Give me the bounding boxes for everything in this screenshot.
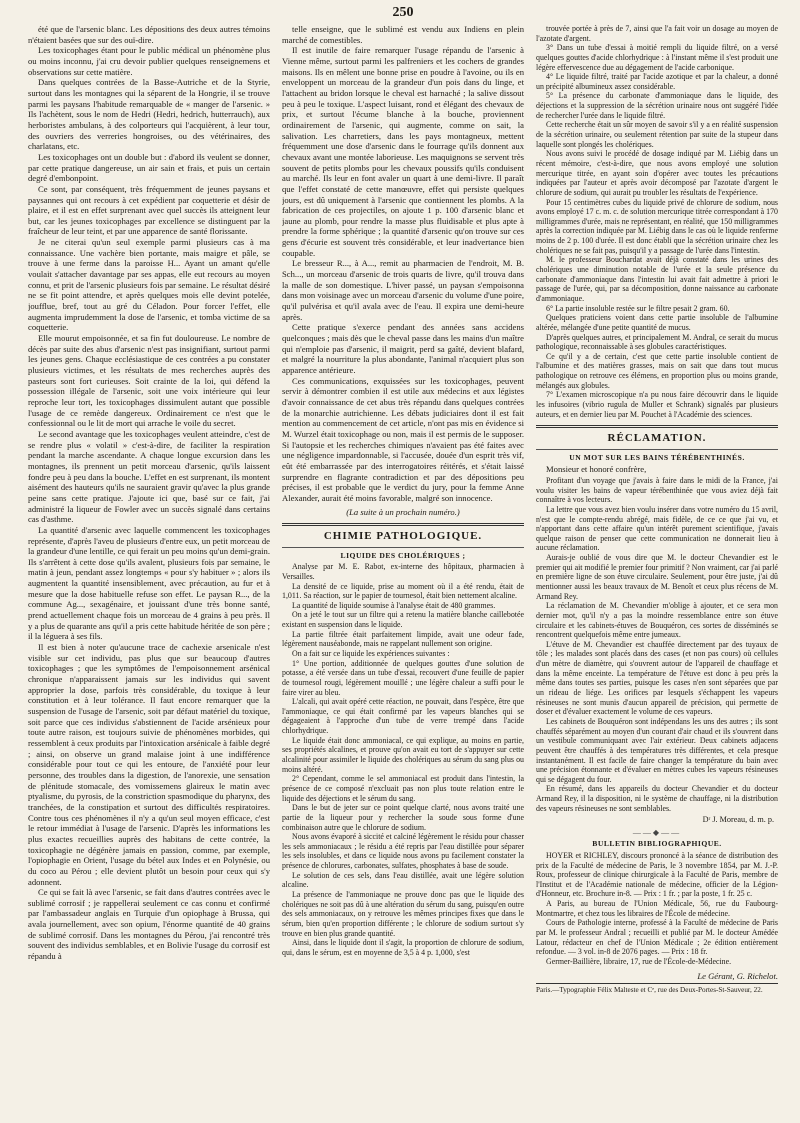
paragraph: Les cabinets de Bouquéron sont indépendans les uns des autres ; ils sont chauffés séparément au moyen d'un courant d'air chaud et ils s'ouvrent dans un vestibule communiquant avec l'air extérieur. Deux cabinets adjacens peuvent être chauffés à des températures très différentes, et cela presque instantanément. Il est facile de faire changer la température du bain avec une précision étonnante et d'évaluer en mètres cubes les vapeurs résineuses qui se dégagent du four. [536, 716, 778, 784]
paragraph: La présence de l'ammoniaque ne prouve donc pas que le liquide des cholériques ne soit pas dû à une altération du sérum du sang, puisqu'en outre des sels ammoniacaux, on y retrouve les mêmes principes fixes que dans le sérum, bien qu'en proportion différente ; le chlorure de sodium surtout s'y trouve en bien plus grande quantité. [282, 890, 524, 938]
paragraph: Le liquide était donc ammoniacal, ce qui explique, au moins en partie, ses propriétés alcalines, et prouve qu'on avait eu tort de s'appuyer sur cette alcalinité pour assimiler le liquide des cholériques au sérum du sang plus ou moins altéré. [282, 735, 524, 774]
paragraph: telle enseigne, que le sublimé est vendu aux Indiens en plein marché de comestibles. [282, 24, 524, 45]
paragraph: Cette recherche était un sûr moyen de savoir s'il y a en réalité suspension de la sécrétion urinaire, ou seulement rétention par suite de la stupeur dans laquelle sont plongés les cholériques. [536, 120, 778, 149]
paragraph: Il est inutile de faire remarquer l'usage répandu de l'arsenic à Vienne même, surtout parmi les palfreniers et les cochers de grandes maisons. Ils en mêlent une bonne prise en poudre à l'avoine, ou ils en enveloppent un morceau de la grandeur d'un pois dans du linge, et l'attachent au bridon lorsque le cheval est harnaché ; la salive dissout peu à peu le toxique. L'aspect luisant, rond et élégant des chevaux de prix, et surtout l'écume blanche à la bouche, proviennent ordinairement de l'arsenic, qui augmente, comme on sait, la salivation. Les charretiers, dans les pays montagneux, mettent fréquemment une dose d'arsenic dans le fourrage qu'ils donnent aux chevaux avant une montée laborieuse. Les maquignons se servent très souvent de petits plombs pour les chevaux poussifs qu'ils conduisent au marché. Ils leur en font avaler un quart à une demi-livre. Il paraît que l'effet constaté de cette manœuvre, effet qui persiste quelques jours, est dû uniquement à l'arsenic que contiennent les plombs. A la fabrication de ces projectiles, on ajoute 1 p. 100 d'arsenic blanc et jaune au plomb, pour rendre la masse plus fluidisable et plus apte à prendre la forme sphérique ; la quantité d'arsenic qu'on trouve sur ces gens d'écurie est souvent très considérable, et leur inadvertance bien coupable. [282, 45, 524, 258]
paragraph: 4° Le liquide filtré, traité par l'acide azotique et par la chaleur, a donné un précipité albumineux assez considérable. [536, 72, 778, 91]
paragraph: Il est bien à noter qu'aucune trace de cachexie arsenicale n'est visible sur cet individu, pas plus que sur beaucoup d'autres toxicophages ; que les symptômes de l'empoisonnement arsénical chronique n'apparaissent jamais sur les individus qui savent approprier la dose, parfois très considérable, du toxique à leur constitution et à leur tolérance. Il faut encore remarquer que la suspension de l'usage de l'arsenic, soit par défaut matériel du toxique, soit parce que ces individus s'abstiennent de l'acide arsénieux pour toute autre raison, est toujours suivie de phénomènes morbides, qui ressemblent à ceux produits par l'intoxication arsénicale à faible degré ; ainsi, on observe un grand malaise joint à une indifférence considérable pour tout ce qui les entoure, de l'anxiété pour leur personne, des troubles dans la digestion, de l'anorexie, une sensation de plénitude stomacale, des vomissemens glaireux le matin avec ptyalisme, du pyrosis, de la constriction spasmodique du pharynx, des tranchées, de la constipation et surtout des difficultés respiratoires. Contre tous ces phénomènes il n'y a qu'un seul moyen efficace, c'est le retour immédiat à l'usage de l'arsenic. D'après les informations les plus exactes recueillies auprès des habitans de cette contrée, la toxicophagie ne dégénère jamais en passion, comme, par exemple, l'opiophagie en Orient, l'usage du bétel aux Indes et en Polynésie, ou du coco au Pérou ; elle devient plutôt un besoin pour ceux qui s'y adonnent. [28, 642, 270, 887]
paragraph: D'après quelques autres, et principalement M. Andral, ce serait du mucus pathologique, reconnaissable à ses globules caractéristiques. [536, 332, 778, 352]
divider [536, 449, 778, 450]
paragraph: La réclamation de M. Chevandier m'oblige à ajouter, et ce sera mon dernier mot, qu'il n'y a pas la moindre ressemblance entre son étuve circulaire et les cabinets-étuves de Bouquéron, ces sortes de disséminés se rencontrent quelquefois même entre jumeaux. [536, 601, 778, 640]
paragraph: Nous avons évaporé à siccité et calciné légèrement le résidu pour chasser les sels ammoniacaux ; le résidu a été repris par l'eau distillée pour séparer les sels insolubles, et dans ce liquide nous avons pu facilement constater la présence de chlorures, carbonates, sulfates, phosphates à base de soude. [282, 832, 524, 871]
paragraph: 3° Dans un tube d'essai à moitié rempli du liquide filtré, on a versé quelques gouttes d'acide chlorhydrique : à l'instant même il s'est produit une légère effervescence due au dégagement de l'acide carbonique. [536, 43, 778, 72]
paragraph: Ces communications, exquissées sur les toxicophages, peuvent servir à démontrer combien il est utile aux médecins et aux légistes d'avoir connaissance de cet abus très répandu dans quelques contrées de la monarchie autrichienne. Les débats judiciaires dont il est fait mention au commencement de cet article, n'ont pas mis en évidence si M. Wurzel était toxicophage ou non, mais il est permis de le supposer. Si l'autopsie et les recherches chimiques n'avaient pas été faites avec une négligence impardonnable, si l'accusée, douée d'un esprit très vif, eût été embarrassée par des interrogatoires réitérés, et s'était laissé surprendre en flagrante contradiction et par des dépositions peu précises, il est probable que le verdict du jury, pour la femme Anne Alexander, aurait été moins favorable, malgré son innocence. [282, 375, 524, 503]
subsection-title: UN MOT SUR LES BAINS TÉRÉBENTHINÉS. [569, 452, 745, 462]
paragraph: L'alcali, qui avait opéré cette réaction, ne pouvait, dans l'espèce, être que l'ammoniaque, ce qui était confirmé par les vapeurs blanches qui se dégageaient à l'approche d'un tube de verre trempé dans l'acide chlorhydrique. [282, 697, 524, 736]
paragraph: On a jeté le tout sur un filtre qui a retenu la matière blanche caillebotée existant en suspension dans le liquide. [282, 610, 524, 630]
paragraph: M. le professeur Bouchardat avait déjà constaté dans les urines des cholériques une diminution notable de l'urée et la seule présence du carbonate d'ammoniaque dans l'intestin lui avait fait admettre à priori le passage de l'urée, qui, par sa décomposition, donne naissance au carbonate d'ammoniaque. [536, 255, 778, 303]
paragraph: Dans quelques contrées de la Basse-Autriche et de la Styrie, surtout dans les montagnes qui la séparent de la Hongrie, il se trouve parmi les paysans l'habitude remarquable de « manger de l'arsenic. » Ils l'achètent, sous le nom de Hedri (Hedri, hedrich, hutterrauch), aux herboristes ambulans, à des colporteurs qui l'acquièrent, à leur tour, des ouvriers des verreries hongroises, ou des vétérinaires, des charlatans, etc. [28, 77, 270, 152]
printer-line: Paris.—Typographie Félix Malteste et Cᵉ, rue des Deux-Portes-St-Sauveur, 22. [536, 983, 778, 995]
column-left [28, 24, 270, 1104]
paragraph: La densité de ce liquide, prise au moment où il a été rendu, était de 1,011. Sa réaction, sur le papier de tournesol, était bien nettement alcaline. [282, 581, 524, 601]
paragraph: La partie filtrée était parfaitement limpide, avait une odeur fade, légèrement nauséabonde, mais ne rappelant nullement son origine. [282, 629, 524, 649]
paragraph: Ainsi, dans le liquide dont il s'agit, la proportion de chlorure de sodium, qui, dans le sérum, est en moyenne de 3,5 à 4 p. 1,000, s'est [282, 938, 524, 957]
paragraph: Ce sont, par conséquent, très fréquemment de jeunes paysans et paysannes qui ont recours à cet expédient par coquetterie et désir de plaire, et il est en effet surprenant avec quel succès ils atteignent leur but, car les jeunes toxicophages par excellence se distinguent par la fraîcheur de leur teint, et par une apparence de santé florissante. [28, 183, 270, 237]
paragraph: HOYER et RICHLEY, discours prononcé à la séance de distribution des prix de la Faculté de médecine de Paris, le 3 novembre 1854, par M. J.-P. Roux, professeur de clinique chirurgicale à la Faculté de Paris, membre de l'Institut et de l'Académie nationale de médecine, officier de la Légion-d'Honneur, etc. Brochure in-8. — Prix : 1 fr. ; par la poste, 1 fr. 25 c. [536, 850, 778, 899]
paragraph: Germer-Baillière, libraire, 17, rue de l'École-de-Médecine. [546, 956, 732, 966]
paragraph: Cours de Pathologie interne, professé à la Faculté de médecine de Paris par M. le professeur Andral ; recueilli et publié par M. le docteur Amédée Latour, rédacteur en chef de l'Union Médicale ; 2e édition entièrement refondue. — 3 vol. in-8 de 2076 pages. — Prix : 18 fr. [536, 918, 778, 957]
ornament-divider: ——◆—— [632, 827, 682, 837]
paragraph: A Paris, au bureau de l'Union Médicale, 56, rue du Faubourg-Montmartre, et chez tous les libraires de l'École de médecine. [536, 899, 778, 918]
text-columns [28, 24, 778, 1104]
paragraph: Les toxicophages étant pour le public médical un phénomène plus ou moins inconnu, j'ai cru devoir publier quelques renseignemens et observations sur cette matière. [28, 45, 270, 77]
continuation-note: (La suite à un prochain numéro.) [346, 506, 460, 517]
subsection-title: LIQUIDE DES CHOLÉRIQUES ; [340, 550, 466, 560]
paragraph: La quantité d'arsenic avec laquelle commencent les toxicophages représente, d'après l'aveu de plusieurs d'entre eux, un petit morceau de la grandeur d'une lentille, ce qui ferait un peu moins qu'un demi-grain. Ils s'arrêtent à cette dose qu'ils avalent, plusieurs fois par semaine, le matin à jeun, pendant assez longtemps « pour s'y habituer » ; alors ils augmentent la quantité insensiblement, avec précaution, au fur et à mesure que la dose habituelle refuse son effet. Le paysan R..., de la commune Ag..., sexagénaire, et jouissant d'une très bonne santé, prend actuellement chaque fois un morceau de 4 grains à peu près. Il y a plus de quarante ans qu'il a pris cette habitude héritée de son père ; il la léguera à ses fils. [28, 524, 270, 642]
paragraph: Nous avons suivi le procédé de dosage indiqué par M. Liébig dans un récent mémoire, c'est-à-dire, que nous avons employé une solution mercurique titrée, en ayant soin d'opérer avec toutes les précautions indiquées par l'auteur et après avoir décomposé par l'azotate d'argent le chlorure de sodium, qui aurait pu troubler les résultats de l'expérience. [536, 149, 778, 197]
section-title-reclamation: RÉCLAMATION. [607, 432, 707, 445]
paragraph: Le bresseur R..., à A..., remit au pharmacien de l'endroit, M. B. Sch..., un morceau d'arsenic de trois quarts de livre, qu'il trouva dans la malle de son domestique. L'hiver passé, un paysan s'empoisonna dans mon voisinage avec un morceau d'arsenic du volume d'une poire, qu'il pulvérisa et qu'il avala avec de l'eau. Il expira une demi-heure après. [282, 258, 524, 322]
paragraph: Le solution de ces sels, dans l'eau distillée, avait une légère solution alcaline. [282, 870, 524, 890]
paragraph: Analyse par M. E. Rabot, ex-interne des hôpitaux, pharmacien à Versailles. [282, 562, 524, 581]
paragraph: Je ne citerai qu'un seul exemple parmi plusieurs cas à ma connaissance. Une vachère bien portante, mais maigre et pâle, se trouve à une ferme dans la paroisse H... Ayant un amant qu'elle voulait s'attacher davantage par ses appas, elle eut recours au moyen connu, et prit de l'arsenic plusieurs fois par semaine. Le résultat désiré ne se fit point attendre, et après quelques mois elle devint potelée, joufflue, bref, tout au gré du Céladon. Pour forcer l'effet, elle augmenta imprudemment la dose de l'arsenic, et tomba victime de sa coquetterie. [28, 237, 270, 333]
paragraph: trouvée portée à près de 7, ainsi que l'a fait voir un dosage au moyen de l'azotate d'argent. [536, 24, 778, 43]
paragraph: Quelques praticiens voient dans cette partie insoluble de l'albumine altérée, mélangée d'une petite quantité de mucus. [536, 313, 778, 332]
gerant: Le Gérant, G. Richelot. [697, 970, 778, 981]
paragraph: Cette pratique s'exerce pendant des années sans accidens quelconques ; mais dès que le cheval passe dans les mains d'un maître qui n'emploie pas d'arsenic, il maigrit, perd sa gaîté, devient blafard, et malgré la nourriture la plus abondante, l'animal n'acquiert plus son apparence antérieure. [282, 322, 524, 375]
paragraph: Profitant d'un voyage que j'avais à faire dans le midi de la France, j'ai voulu visiter les bains de vapeur térébenthinée que vous aviez déjà fait connaître à vos lecteurs. [536, 475, 778, 505]
paragraph: été que de l'arsenic blanc. Les dépositions des deux autres témoins n'étaient basées que sur des ouï-dire. [28, 24, 270, 45]
paragraph: Ce qui se fait là avec l'arsenic, se fait dans d'autres contrées avec le sublimé corrosif ; je rappellerai seulement ce cas connu et confirmé par l'ambassadeur anglais en Turquie d'un opiophage à Brussa, qui avala journellement, avec son opium, l'énorme quantité de 40 grains de sublimé corrosif. Dans les montagnes du Pérou, j'ai rencontré très souvent des individus semblables, et en Bolivie l'usage du corrosif est répandu à [28, 887, 270, 962]
section-divider [536, 425, 778, 428]
signature: Dʳ J. Moreau, d. m. p. [702, 815, 774, 825]
paragraph: L'étuve de M. Chevandier est chauffée directement par des tuyaux de tôle ; les malades sont placés dans des cases (et non pas cours) où cellules d'un mètre de diamètre, qui s'ouvrent autour de l'appareil de chauffage et dans la même enceinte. La température de l'étuve est donc à peu près la même dans toutes ses parties, puisque les cases n'en sont séparées que par un rideau de liége. Les orifices par lesquels s'échappent les vapeurs résineuses ne sont munis d'aucun appareil de précision, qui permette de doser et d'évaluer exactement le volume de ces vapeurs. [536, 639, 778, 717]
paragraph: 6° La partie insoluble restée sur le filtre pesait 2 gram. 60. [546, 303, 730, 313]
paragraph: Le second avantage que les toxicophages veulent atteindre, c'est de se rendre plus « volatil » c'est-à-dire, de faciliter la respiration pendant la marche ascendante. A chaque longue excursion dans les montagnes, ils prennent un petit morceau d'arsenic, qu'ils laissent fondre peu à peu dans la bouche. L'effet en est surprenant, ils montent aisément des hauteurs qu'ils ne sauraient gravir qu'avec la plus grande peine sans cette pratique. J'ajoute ici que, basé sur ce fait, j'ai administré la liqueur de Fowler avec un succès signalé dans certains cas d'asthme. [28, 428, 270, 525]
paragraph: On a fait sur ce liquide les expériences suivantes : [292, 648, 450, 658]
section-divider [282, 523, 524, 526]
paragraph: La lettre que vous avez bien voulu insérer dans votre numéro du 15 avril, n'est que le compte-rendu abrégé, mais fidèle, de ce ce que j'ai vu, et n'apportant dans cette affaire qu'un intérêt purement scientifique, j'avais quelque raison de penser que cette communication ne donnerait lieu à aucune réclamation. [536, 504, 778, 553]
divider [282, 547, 524, 548]
paragraph: 7° L'examen microscopique n'a pu nous faire découvrir dans le liquide les infusoires (vibrio rugula de Muller et Schrank) signalés par plusieurs auteurs, et en dernier lieu par M. Pouchet à l'Académie des sciences. [536, 390, 778, 419]
page-number: 250 [392, 5, 414, 20]
paragraph: Dans le but de jeter sur ce point quelque clarté, nous avons traité une partie de la liqueur pour y rechercher la soude sous forme d'une combinaison autre que le chlorure de sodium. [282, 803, 524, 832]
paragraph: Elle mourut empoisonnée, et sa fin fut douloureuse. Le nombre de décès par suite des abus d'arsenic n'est pas insignifiant, surtout parmi les jeunes gens. Chaque ecclésiastique de ces contrées a pu constater plusieurs victimes, et les résultats de mes recherches auprès des pasteurs sont fort curieuses. Soit crainte de la loi, qui défend la possession illégale de l'arsenic, soit une voix intérieure qui leur reproche leur tort, les toxicophages dissimulent autant que possible l'usage de ce remède dangereux. Ordinairement ce n'est que le confessionnal ou le lit de mort qui arrache le voile du secret. [28, 333, 270, 429]
section-title-bulletin: BULLETIN BIBLIOGRAPHIQUE. [592, 839, 722, 849]
paragraph: Aurais-je oublié de vous dire que M. le docteur Chevandier est le premier qui ait modifié le premier four primitif ? Non vraiment, car j'ai parlé en première ligne de son étuve circulaire. Seulement, pour être juste, j'ai dû mentionner aussi les beaux travaux de M. Benoît et ceux plus récens de M. Armand Rey. [536, 553, 778, 601]
gerant-line [536, 971, 778, 982]
paragraph: 5° La présence du carbonate d'ammoniaque dans le liquide, des déjections et la suppression de la sécrétion urinaire nous ont suggéré l'idée de rechercher l'urée dans le liquide filtré. [536, 91, 778, 120]
salutation: Monsieur et honoré confrère, [546, 464, 647, 475]
column-middle [282, 24, 524, 1104]
paragraph: Pour 15 centimètres cubes du liquide privé de chlorure de sodium, nous avons employé 17 c. m. c. de solution mercurique titrée correspondant à 170 milligrammes d'urée, mais ne représentant, en réalité, que 150 milligrammes après la correction indiquée par M. Liébig dans le cas où le liquide renferme moins de 2 p. 100 d'urée. Il est donc établi que la sécrétion urinaire chez les cholériques ne se fait pas, puisqu'il y a passage de l'urée dans l'intestin. [536, 197, 778, 255]
paragraph: La quantité de liquide soumise à l'analyse était de 480 grammes. [292, 600, 496, 610]
paragraph: En résumé, dans les appareils du docteur Chevandier et du docteur Armand Rey, il la disposition, ni le système de chauffage, ni la distribution des vapeurs résineuses ne sont semblables. [536, 784, 778, 813]
column-right [536, 24, 778, 1104]
section-title-chimie: CHIMIE PATHOLOGIQUE. [323, 530, 483, 543]
paragraph: 2° Cependant, comme le sel ammoniacal est produit dans l'intestin, la présence de ce composé n'excluait pas non plus toute relation entre le liquide des déjections et le sérum du sang. [282, 774, 524, 803]
paragraph: Les toxicophages ont un double but : d'abord ils veulent se donner, par cette pratique dangereuse, un air sain et frais, et puis un certain degré d'embonpoint. [28, 151, 270, 184]
paragraph: Ce qu'il y a de certain, c'est que cette partie insoluble contient de l'albumine et des matières grasses, mais on sait que dans tout mucus pathologique on retrouve ces élémens, en proportion plus ou moins grande, mélangés aux globules. [536, 351, 778, 390]
paragraph: 1° Une portion, additionnée de quelques gouttes d'une solution de potasse, a été versée dans un tube d'essai, recouvert d'une feuille de papier de tournesol rougi, légèrement mouillé ; une légère chaleur a suffi pour le faire virer au bleu. [282, 658, 524, 697]
